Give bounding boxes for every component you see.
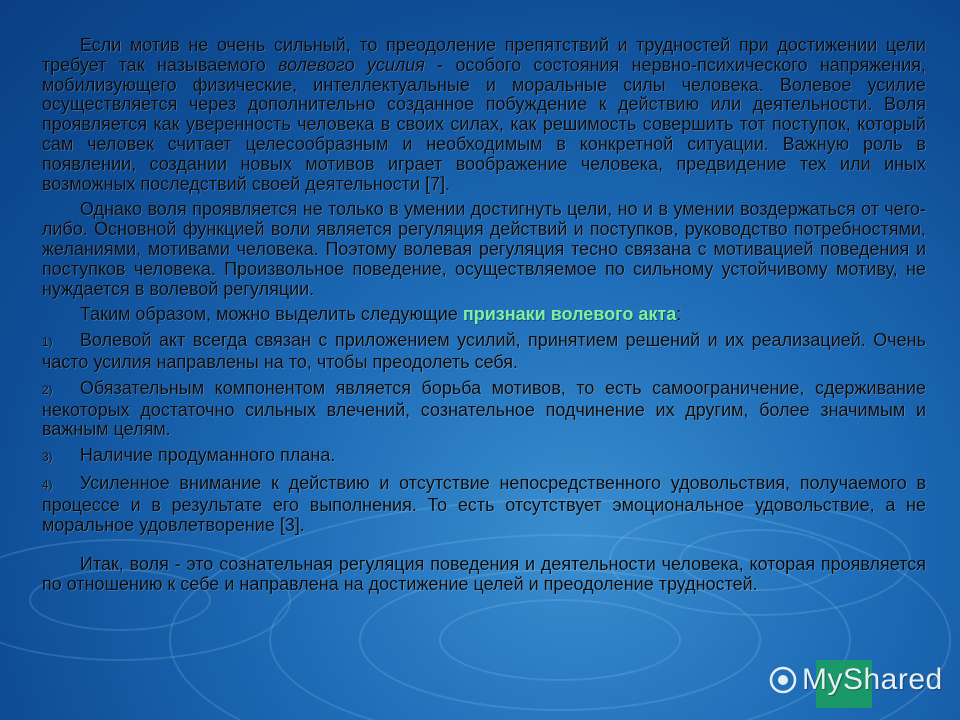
- paragraph-signs-intro: [42, 305, 926, 325]
- list-item: [42, 474, 926, 535]
- paragraph-conclusion: Итак, воля - это сознательная регуляция поведения и деятельности человека, которая проявляется по отношению к себе и направлена на достижение целей и преодоление трудностей.: [42, 554, 926, 595]
- list-item: [42, 331, 926, 373]
- list-item-number: 4): [42, 477, 53, 492]
- slide-body: [42, 36, 926, 601]
- list-item-number: 2): [42, 382, 53, 397]
- paragraph-effort-text-start: Если мотив не очень сильный, то преодоление препятствий и трудностей при достижении цели требует так называемого: [42, 35, 926, 75]
- list-item: [42, 446, 926, 468]
- volitional-effort-term: волевого усилия: [278, 54, 425, 75]
- list-item-number: 3): [42, 450, 53, 465]
- list-item-text: Наличие продуманного плана.: [80, 445, 336, 466]
- list-item-text: Обязательным компонентом является борьба мотивов, то есть самоограничение, сдерживание некоторых достаточно сильных влечений, сознательное подчинение их другим, более значимым и важным целям.: [42, 377, 926, 440]
- watermark-text: MyShared: [802, 663, 943, 696]
- signs-intro-colon: :: [676, 304, 682, 325]
- signs-highlight: признаки волевого акта: [462, 304, 677, 325]
- signs-intro-text: Таким образом, можно выделить следующие: [80, 304, 463, 325]
- paragraph-effort-text-end: - особого состояния нервно-психического напряжения, мобилизующего физические, интеллектуальные и моральные силы человека. Волевое усилие осуществляется через дополнительно созданное побуждение к действию или деятельности. Воля проявляется как уверенность человека в своих силах, как решимость совершить тот поступок, который сам человек считает целесообразным и необходимым в конкретной ситуации. Важную роль в появлении, создании новых мотивов играет воображение человека, предвидение тех или иных возможных последствий своей деятельности [7].: [42, 54, 926, 194]
- list-item-number: 1): [42, 335, 53, 350]
- paragraph-effort: [42, 36, 926, 194]
- eye-logo-icon: [768, 665, 798, 695]
- list-item-text: Усиленное внимание к действию и отсутствие непосредственного удовольствия, получаемого в процессе и в результате его выполнения. То есть отсутствует эмоциональное удовольствие, а не моральное удовлетворение [3].: [42, 472, 926, 535]
- list-item-text: Волевой акт всегда связан с приложением усилий, принятием решений и их реализацией. Очень часто усилия направлены на то, чтобы преодолеть себя.: [42, 330, 926, 372]
- paragraph-regulation: Однако воля проявляется не только в умении достигнуть цели, но и в умении воздержаться от чего-либо. Основной функцией воли является регуляция действий и поступков, руководство потребностями, желаниями, мотивами человека. Поэтому волевая регуляция тесно связана с мотивацией поведения и поступков человека. Произвольное поведение, осуществляемое по сильному устойчивому мотиву, не нуждается в волевой регуляции.: [42, 199, 926, 299]
- list-item: [42, 379, 926, 440]
- myshared-watermark: [768, 656, 943, 704]
